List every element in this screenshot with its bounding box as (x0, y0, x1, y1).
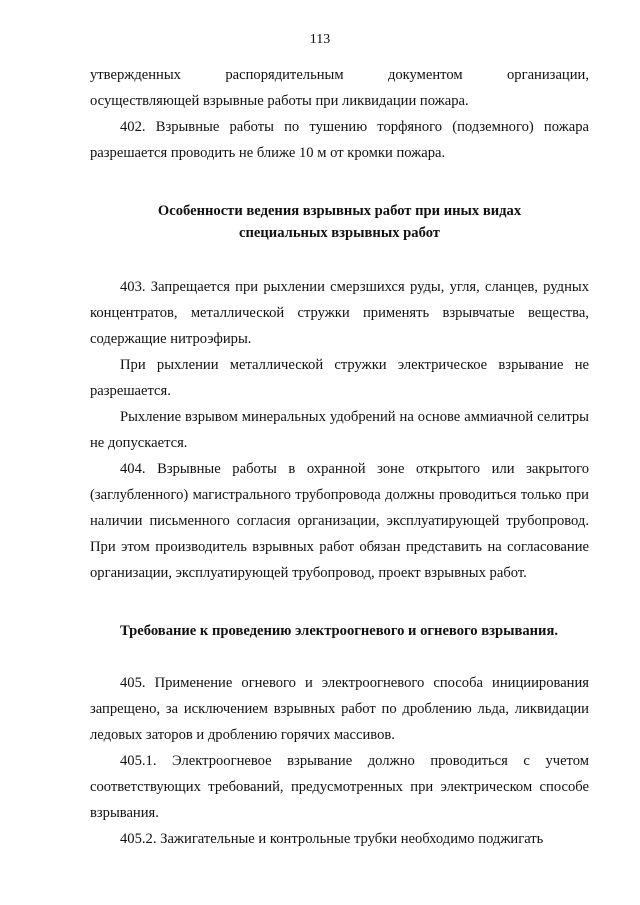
paragraph-405-2: 405.2. Зажигательные и контрольные трубки необходимо поджигать (120, 831, 544, 847)
paragraph-403-b: При рыхлении металлической стружки электрическое взрывание не разрешается. (90, 357, 589, 399)
section-heading-fire-blasting (90, 620, 589, 642)
section-heading-line-2: специальных взрывных работ (239, 225, 440, 241)
paragraph-402: 402. Взрывные работы по тушению торфяного (подземного) пожара разрешается проводить не ближе 10 м от кромки пожара. (90, 119, 589, 161)
paragraph-405-1: 405.1. Электроогневое взрывание должно проводиться с учетом соответствующих требований, предусмотренных при электрическом способе взрывания. (90, 753, 589, 821)
intro-paragraph (90, 62, 589, 114)
section-heading-2-text: Требование к проведению электроогневого и огневого взрывания. (120, 623, 559, 639)
section-heading-special-blasting (90, 200, 589, 244)
paragraph-405: 405. Применение огневого и электроогневого способа инициирования запрещено, за исключением взрывных работ по дроблению льда, ликвидации ледовых заторов и дроблению горячих массивов. (90, 675, 589, 743)
page-number: 113 (309, 32, 331, 47)
paragraph-404: 404. Взрывные работы в охранной зоне открытого или закрытого (заглубленного) магистрального трубопровода должны проводиться только при наличии письменного согласия организации, эксплуатирующей трубопровод. При этом производитель взрывных работ обязан представить на согласование организации, эксплуатирующей трубопровод, проект взрывных работ. (90, 461, 589, 581)
document-body (90, 62, 589, 852)
section-heading-line-1: Особенности ведения взрывных работ при иных видах (157, 203, 522, 219)
intro-line-1: утвержденных распорядительным документом организации, (90, 67, 589, 83)
intro-line-2: осуществляющей взрывные работы при ликвидации пожара. (90, 93, 469, 109)
paragraph-403-c: Рыхление взрывом минеральных удобрений на основе аммиачной селитры не допускается. (90, 409, 589, 451)
paragraph-403: 403. Запрещается при рыхлении смерзшихся руды, угля, сланцев, рудных концентратов, металлической стружки применять взрывчатые вещества, содержащие нитроэфиры. (90, 279, 589, 347)
